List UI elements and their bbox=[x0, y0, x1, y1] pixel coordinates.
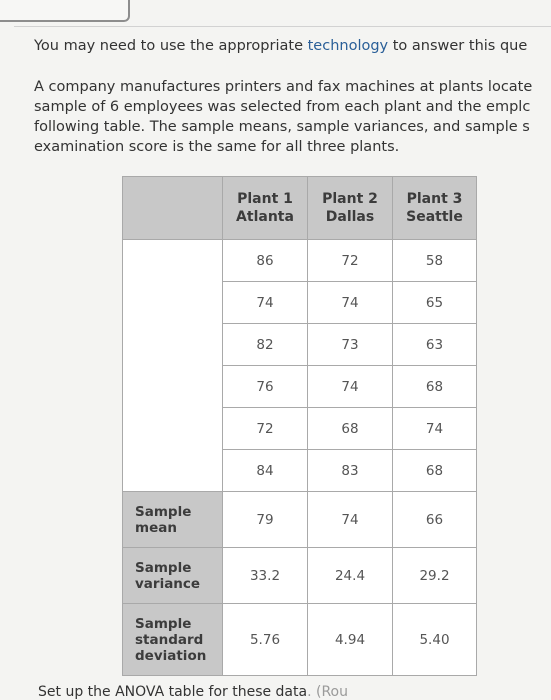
table-cell: 68 bbox=[393, 450, 477, 492]
table-cell: 68 bbox=[308, 408, 393, 450]
sample-std-dev-plant-3: 5.40 bbox=[393, 604, 477, 676]
anova-instruction-cut-off: . (Rou bbox=[307, 684, 348, 700]
problem-statement bbox=[34, 77, 551, 157]
blank-label-cell bbox=[123, 324, 223, 366]
sample-variance-plant-1: 33.2 bbox=[223, 548, 308, 604]
intro-text-start: You may need to use the appropriate bbox=[34, 38, 308, 54]
sample-std-dev-plant-1: 5.76 bbox=[223, 604, 308, 676]
header-plant-3-line-2: Seattle bbox=[406, 209, 463, 225]
table-row bbox=[123, 366, 477, 408]
table-cell: 72 bbox=[223, 408, 308, 450]
intro-text-end: to answer this que bbox=[388, 38, 528, 54]
table-cell: 74 bbox=[393, 408, 477, 450]
anova-instruction-text: Set up the ANOVA table for these data bbox=[38, 684, 308, 700]
header-plant-2-line-1: Plant 2 bbox=[322, 191, 378, 207]
table-cell: 68 bbox=[393, 366, 477, 408]
row-label-line: mean bbox=[135, 519, 177, 536]
header-plant-1 bbox=[223, 177, 308, 240]
exam-scores-table bbox=[122, 176, 477, 676]
sample-variance-row bbox=[123, 548, 477, 604]
row-label-line: standard bbox=[135, 631, 204, 648]
blank-label-cell bbox=[123, 282, 223, 324]
header-empty-cell bbox=[123, 177, 223, 240]
table-cell: 83 bbox=[308, 450, 393, 492]
technology-link[interactable]: technology bbox=[307, 38, 389, 54]
row-label-line: Sample bbox=[135, 615, 192, 632]
row-label-line: deviation bbox=[135, 647, 207, 664]
table-cell: 73 bbox=[308, 324, 393, 366]
table-row bbox=[123, 282, 477, 324]
sample-mean-plant-2: 74 bbox=[308, 492, 393, 548]
blank-label-cell bbox=[123, 408, 223, 450]
header-plant-3-line-1: Plant 3 bbox=[406, 191, 463, 207]
sample-variance-plant-3: 29.2 bbox=[393, 548, 477, 604]
sample-mean-plant-3: 66 bbox=[393, 492, 477, 548]
table-row bbox=[123, 240, 477, 282]
table-row bbox=[123, 408, 477, 450]
table-row bbox=[123, 450, 477, 492]
table-cell: 74 bbox=[308, 282, 393, 324]
sample-mean-row bbox=[123, 492, 477, 548]
sample-std-dev-plant-2: 4.94 bbox=[308, 604, 393, 676]
table-cell: 86 bbox=[223, 240, 308, 282]
sample-mean-label bbox=[123, 492, 223, 548]
header-plant-1-line-2: Atlanta bbox=[236, 209, 294, 225]
problem-line-1: A company manufactures printers and fax machines at plants locate bbox=[34, 79, 533, 95]
table-row bbox=[123, 324, 477, 366]
table-cell: 72 bbox=[308, 240, 393, 282]
header-plant-2-line-2: Dallas bbox=[325, 209, 375, 225]
table-cell: 74 bbox=[223, 282, 308, 324]
intro-text bbox=[34, 38, 551, 54]
top-panel-box bbox=[0, 0, 130, 22]
problem-line-4: examination score is the same for all three plants. bbox=[34, 139, 400, 155]
row-label-line: Sample bbox=[135, 503, 192, 520]
table-header-row bbox=[123, 177, 477, 240]
problem-line-2: sample of 6 employees was selected from each plant and the emplc bbox=[34, 99, 531, 115]
table-cell: 84 bbox=[223, 450, 308, 492]
sample-variance-label bbox=[123, 548, 223, 604]
table-cell: 74 bbox=[308, 366, 393, 408]
table-cell: 63 bbox=[393, 324, 477, 366]
sample-std-dev-row bbox=[123, 604, 477, 676]
table-cell: 82 bbox=[223, 324, 308, 366]
sample-mean-plant-1: 79 bbox=[223, 492, 308, 548]
table-cell: 58 bbox=[393, 240, 477, 282]
header-plant-3 bbox=[393, 177, 477, 240]
problem-line-3: following table. The sample means, sample variances, and sample s bbox=[34, 119, 530, 135]
blank-label-cell bbox=[123, 450, 223, 492]
row-label-line: variance bbox=[135, 575, 201, 592]
table-cell: 76 bbox=[223, 366, 308, 408]
blank-label-cell bbox=[123, 366, 223, 408]
header-plant-2 bbox=[308, 177, 393, 240]
blank-label-cell bbox=[123, 240, 223, 282]
header-plant-1-line-1: Plant 1 bbox=[237, 191, 293, 207]
row-label-line: Sample bbox=[135, 559, 192, 576]
anova-instruction bbox=[38, 684, 348, 700]
section-divider bbox=[14, 26, 551, 27]
sample-std-dev-label bbox=[123, 604, 223, 676]
sample-variance-plant-2: 24.4 bbox=[308, 548, 393, 604]
table-cell: 65 bbox=[393, 282, 477, 324]
